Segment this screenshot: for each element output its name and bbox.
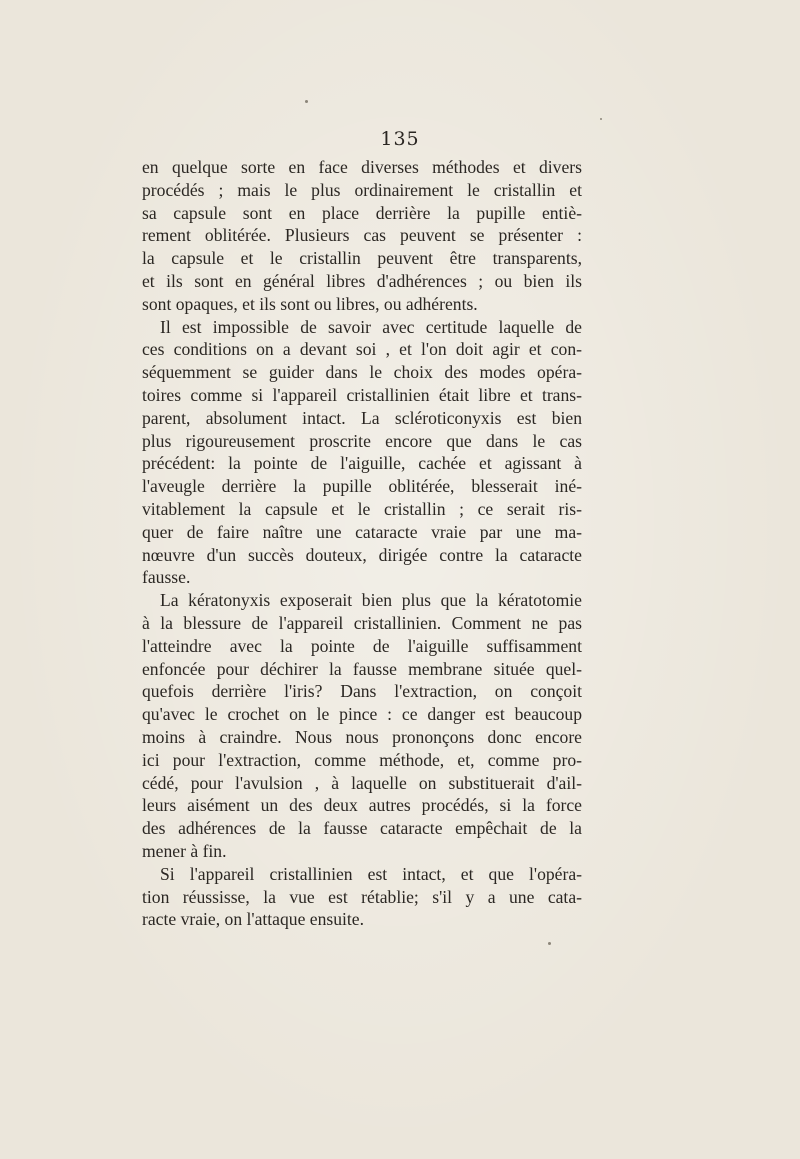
text-line: à la blessure de l'appareil cristallinien. Comment ne pas [142, 612, 582, 633]
text-line: ces conditions on a devant soi , et l'on doit agir et con- [142, 339, 582, 360]
text-line: cédé, pour l'avulsion , à laquelle on substituerait d'ail- [142, 772, 582, 793]
text-line: la capsule et le cristallin peuvent être transparents, [142, 248, 582, 269]
text-line: sont opaques, et ils sont ou libres, ou adhérents. [142, 293, 478, 314]
text-line: fausse. [142, 567, 191, 588]
text-line: nœuvre d'un succès douteux, dirigée contre la cataracte [142, 544, 582, 565]
text-line: tion réussisse, la vue est rétablie; s'il y a une cata- [142, 886, 582, 907]
text-line: plus rigoureusement proscrite encore que dans le cas [142, 430, 582, 451]
text-line: sa capsule sont en place derrière la pupille entiè- [142, 202, 582, 223]
text-line: La kératonyxis exposerait bien plus que la kératotomie [160, 590, 582, 611]
body-text [142, 156, 582, 931]
text-line: et ils sont en général libres d'adhérences ; ou bien ils [142, 270, 582, 291]
text-line: moins à craindre. Nous nous prononçons donc encore [142, 726, 582, 747]
text-line: des adhérences de la fausse cataracte empêchait de la [142, 818, 582, 839]
text-line: qu'avec le crochet on le pince : ce danger est beaucoup [142, 704, 582, 725]
paper-speck [548, 942, 551, 945]
paragraph-3 [142, 589, 582, 863]
text-line: racte vraie, on l'attaque ensuite. [142, 909, 365, 930]
text-line: quefois derrière l'iris? Dans l'extraction, on conçoit [142, 681, 582, 702]
text-line: enfoncée pour déchirer la fausse membrane située quel- [142, 658, 582, 679]
text-line: Il est impossible de savoir avec certitude laquelle de [160, 316, 582, 337]
paper-speck [305, 100, 308, 103]
text-line: Si l'appareil cristallinien est intact, et que l'opéra- [160, 863, 582, 884]
paragraph-1 [142, 156, 582, 316]
paragraph-2 [142, 316, 582, 590]
text-line: procédés ; mais le plus ordinairement le cristallin et [142, 179, 582, 200]
text-line: rement oblitérée. Plusieurs cas peuvent se présenter : [142, 225, 582, 246]
text-line: parent, absolument intact. La scléroticonyxis est bien [142, 407, 582, 428]
text-line: en quelque sorte en face diverses méthodes et divers [142, 157, 582, 177]
paragraph-4 [142, 863, 582, 931]
text-line: précédent: la pointe de l'aiguille, cachée et agissant à [142, 453, 582, 474]
text-line: toires comme si l'appareil cristallinien était libre et trans- [142, 384, 582, 405]
text-line: ici pour l'extraction, comme méthode, et, comme pro- [142, 749, 582, 770]
text-line: séquemment se guider dans le choix des modes opéra- [142, 362, 582, 383]
text-line: vitablement la capsule et le cristallin ; ce serait ris- [142, 498, 582, 519]
text-line: mener à fin. [142, 840, 227, 861]
page-number: 135 [380, 128, 420, 150]
text-line: l'atteindre avec la pointe de l'aiguille suffisamment [142, 635, 582, 656]
text-line: l'aveugle derrière la pupille oblitérée, blesserait iné- [142, 476, 582, 497]
text-line: leurs aisément un des deux autres procédés, si la force [142, 795, 582, 816]
text-line: quer de faire naître une cataracte vraie par une ma- [142, 521, 582, 542]
paper-speck [600, 118, 602, 120]
